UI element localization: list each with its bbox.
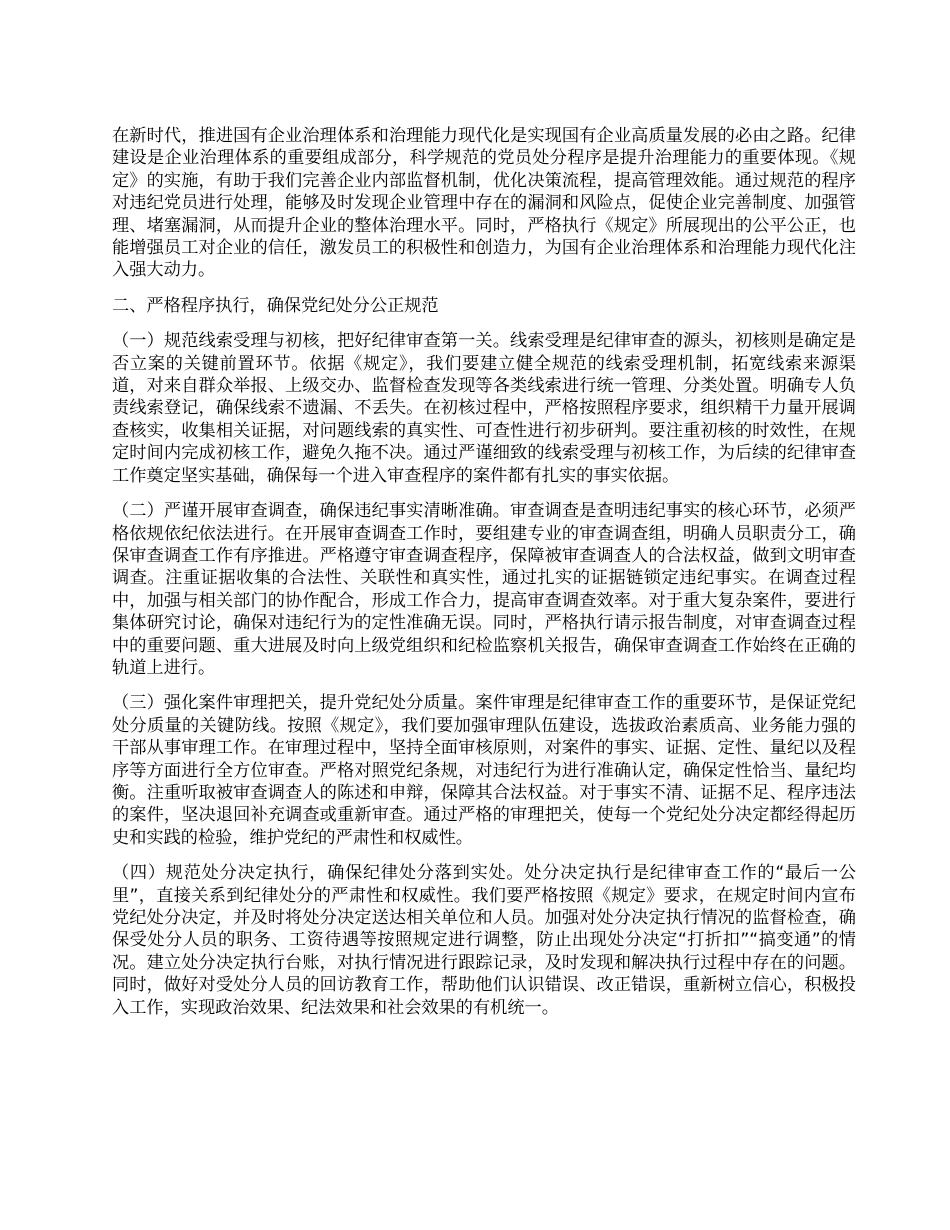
section-heading: 二、严格程序执行，确保党纪处分公正规范 bbox=[112, 295, 439, 316]
paragraph-item-4: （四）规范处分决定执行，确保纪律处分落到实处。处分决定执行是纪律审查工作的“最后一公里”，直接关系到纪律处分的严肃性和权威性。我们要严格按照《规定》要求，在规定时间内宣布党纪处分决定，并及时将处分决定送达相关单位和人员。加强对处分决定执行情况的监督检查，确保受处分人员的职务、工资待遇等按照规定进行调整，防止出现处分决定“打折扣”“搞变通”的情况。建立处分决定执行台账，对执行情况进行跟踪记录，及时发现和解决执行过程中存在的问题。同时，做好对受处分人员的回访教育工作，帮助他们认识错误、改正错误，重新树立信心，积极投入工作，实现政治效果、纪法效果和社会效果的有机统一。 bbox=[112, 863, 856, 1018]
intro-paragraph: 在新时代，推进国有企业治理体系和治理能力现代化是实现国有企业高质量发展的必由之路。纪律建设是企业治理体系的重要组成部分，科学规范的党员处分程序是提升治理能力的重要体现。《规定》的实施，有助于我们完善企业内部监督机制，优化决策流程，提高管理效能。通过规范的程序对违纪党员进行处理，能够及时发现企业管理中存在的漏洞和风险点，促使企业完善制度、加强管理、堵塞漏洞，从而提升企业的整体治理水平。同时，严格执行《规定》所展现出的公平公正，也能增强员工对企业的信任，激发员工的积极性和创造力，为国有企业治理体系和治理能力现代化注入强大动力。 bbox=[112, 126, 856, 281]
paragraph-item-1: （一）规范线索受理与初核，把好纪律审查第一关。线索受理是纪律审查的源头，初核则是确定是否立案的关键前置环节。依据《规定》，我们要建立健全规范的线索受理机制，拓宽线索来源渠道，对来自群众举报、上级交办、监督检查发现等各类线索进行统一管理、分类处置。明确专人负责线索登记，确保线索不遗漏、不丢失。在初核过程中，严格按照程序要求，组织精干力量开展调查核实，收集相关证据，对问题线索的真实性、可查性进行初步研判。要注重初核的时效性，在规定时间内完成初核工作，避免久拖不决。通过严谨细致的线索受理与初核工作，为后续的纪律审查工作奠定坚实基础，确保每一个进入审查程序的案件都有扎实的事实依据。 bbox=[112, 331, 856, 486]
paragraph-item-3: （三）强化案件审理把关，提升党纪处分质量。案件审理是纪律审查工作的重要环节，是保证党纪处分质量的关键防线。按照《规定》，我们要加强审理队伍建设，选拔政治素质高、业务能力强的干部从事审理工作。在审理过程中，坚持全面审核原则，对案件的事实、证据、定性、量纪以及程序等方面进行全方位审查。严格对照党纪条规，对违纪行为进行准确认定，确保定性恰当、量纪均衡。注重听取被审查调查人的陈述和申辩，保障其合法权益。对于事实不清、证据不足、程序违法的案件，坚决退回补充调查或重新审查。通过严格的审理把关，使每一个党纪处分决定都经得起历史和实践的检验，维护党纪的严肃性和权威性。 bbox=[112, 693, 856, 848]
paragraph-item-2: （二）严谨开展审查调查，确保违纪事实清晰准确。审查调查是查明违纪事实的核心环节，必须严格依规依纪依法进行。在开展审查调查工作时，要组建专业的审查调查组，明确人员职责分工，确保审查调查工作有序推进。严格遵守审查调查程序，保障被审查调查人的合法权益，做到文明审查调查。注重证据收集的合法性、关联性和真实性，通过扎实的证据链锁定违纪事实。在调查过程中，加强与相关部门的协作配合，形成工作合力，提高审查调查效率。对于重大复杂案件，要进行集体研究讨论，确保对违纪行为的定性准确无误。同时，严格执行请示报告制度，对审查调查过程中的重要问题、重大进展及时向上级党组织和纪检监察机关报告，确保审查调查工作始终在正确的轨道上进行。 bbox=[112, 501, 856, 678]
document-body bbox=[112, 125, 856, 1032]
